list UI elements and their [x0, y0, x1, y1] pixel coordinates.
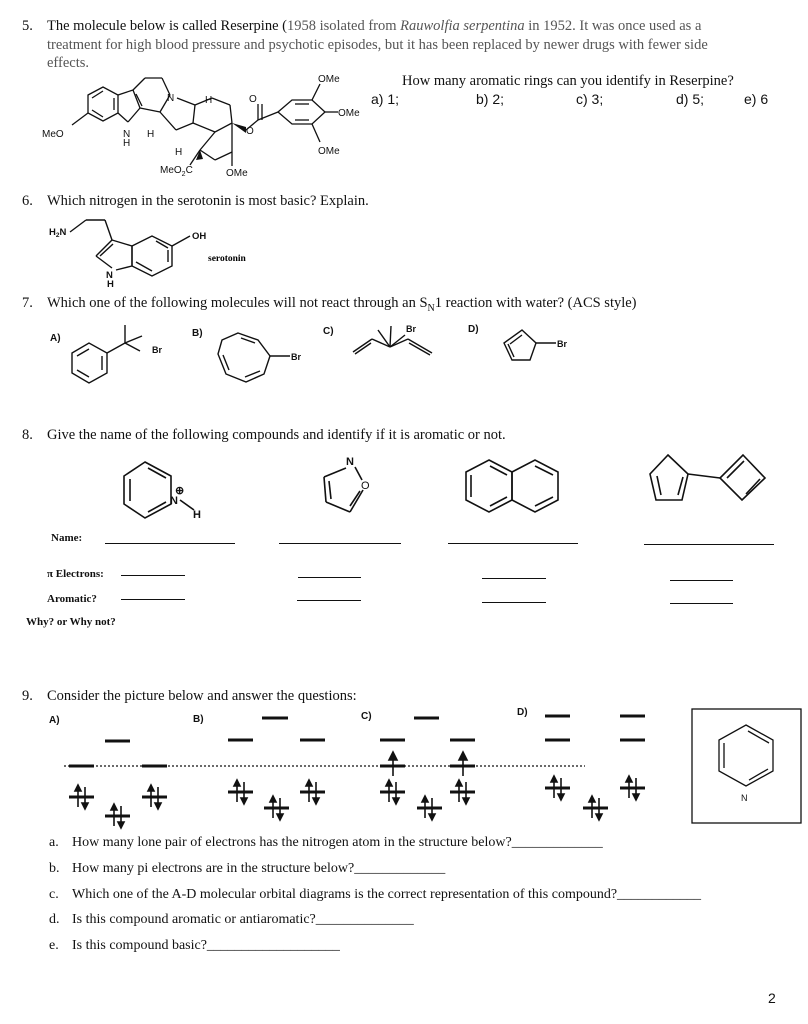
- methoxy-label: OMe: [226, 168, 248, 179]
- page-number: 2: [768, 990, 776, 1006]
- option-a[interactable]: a) 1;: [371, 91, 400, 107]
- subquestion-b-letter: b.: [49, 861, 60, 876]
- subquestion-c-letter: c.: [49, 887, 59, 902]
- choice-a-label[interactable]: A): [50, 333, 61, 344]
- ester-oxygen-label: O: [246, 126, 254, 137]
- stereo-h-label: H: [147, 129, 155, 140]
- pyridine-structure: [719, 725, 773, 786]
- name-row-label: Name:: [51, 532, 83, 544]
- methoxy-label: OMe: [318, 74, 340, 85]
- question-5-line-1: The molecule below is called Reserpine (1958 isolated from Rauwolfia serpentina in 1952. It was once used as a: [47, 18, 702, 34]
- diagram-d-label[interactable]: D): [517, 707, 528, 718]
- subquestion-b[interactable]: How many pi electrons are in the structure below?_____________: [72, 861, 446, 876]
- question-5-prompt: How many aromatic rings can you identify in Reserpine?: [402, 73, 734, 89]
- hydroxyl-label: OH: [192, 231, 207, 242]
- diagram-c-label[interactable]: C): [361, 711, 372, 722]
- bromine-label: Br: [406, 324, 417, 334]
- subquestion-d-letter: d.: [49, 912, 60, 927]
- diagram-a-label[interactable]: A): [49, 715, 60, 726]
- pi-electrons-row-label: π Electrons:: [47, 568, 104, 580]
- aromatic-row-label: Aromatic?: [47, 593, 97, 605]
- pyridine-box: [692, 709, 801, 823]
- indole-h-label: H: [123, 138, 131, 149]
- methoxy-label: MeO: [42, 129, 64, 140]
- diagram-c[interactable]: [380, 718, 475, 808]
- amine-label: $H_2N$: [49, 227, 67, 239]
- question-number: 9.: [22, 688, 33, 704]
- question-7-text: Which one of the following molecules will not react through an $S_N1$ reaction with water? (ACS style): [47, 295, 637, 314]
- option-d[interactable]: d) 5;: [676, 91, 705, 107]
- subquestion-d[interactable]: Is this compound aromatic or antiaromatic?______________: [72, 912, 414, 927]
- nitrogen-label: N: [167, 93, 175, 104]
- choice-b-label[interactable]: B): [192, 328, 203, 339]
- pyridinium-h-label: H: [193, 509, 201, 521]
- bromine-label: Br: [291, 352, 302, 362]
- why-row-label: Why? or Why not?: [26, 616, 116, 628]
- bromine-label: Br: [152, 345, 163, 355]
- question-number: 7.: [22, 295, 33, 311]
- choice-c-label[interactable]: C): [323, 326, 334, 337]
- question-8-text: Give the name of the following compounds and identify if it is aromatic or not.: [47, 427, 506, 443]
- isoxazole-oxygen-label: O: [361, 480, 370, 492]
- serotonin-label: serotonin: [208, 254, 246, 264]
- question-6-text: Which nitrogen in the serotonin is most basic? Explain.: [47, 193, 369, 209]
- carbonyl-oxygen-label: O: [249, 94, 257, 105]
- single-electron: [389, 752, 397, 776]
- isoxazole-nitrogen-label: N: [346, 456, 354, 468]
- question-number: 8.: [22, 427, 33, 443]
- indole-nitrogen-label: N: [106, 270, 113, 281]
- single-electron: [459, 752, 467, 776]
- pyridinium-nitrogen-label: N: [170, 495, 178, 507]
- subquestion-e-letter: e.: [49, 938, 59, 953]
- subquestion-c[interactable]: Which one of the A-D molecular orbital diagrams is the correct representation of this compound?____________: [72, 887, 702, 902]
- positive-charge: ⊕: [175, 485, 185, 497]
- question-number: 6.: [22, 193, 33, 209]
- methyl-ester-label: MeO$_2$C: [160, 165, 193, 178]
- methoxy-label: OMe: [338, 108, 360, 119]
- pyridine-nitrogen-label: N: [741, 793, 748, 803]
- option-e[interactable]: e) 6: [744, 91, 769, 107]
- option-b[interactable]: b) 2;: [476, 91, 505, 107]
- subquestion-a-letter: a.: [49, 835, 59, 850]
- bromine-label: Br: [557, 339, 568, 349]
- stereo-h-label: H: [175, 147, 183, 158]
- methoxy-label: OMe: [318, 146, 340, 157]
- question-9-text: Consider the picture below and answer the questions:: [47, 688, 357, 704]
- subquestion-e[interactable]: Is this compound basic?___________________: [72, 938, 340, 953]
- diagram-b-label[interactable]: B): [193, 714, 204, 725]
- option-c[interactable]: c) 3;: [576, 91, 604, 107]
- question-5-line-2: treatment for high blood pressure and psychotic episodes, but it has been replaced by newer drugs with fewer side: [47, 37, 708, 53]
- indole-nitrogen-label: N: [123, 129, 131, 140]
- question-5-line-3: effects.: [47, 55, 89, 71]
- diagram-b[interactable]: [228, 718, 325, 808]
- stereo-h-label: H: [205, 95, 213, 106]
- indole-h-label: H: [107, 279, 114, 290]
- subquestion-a[interactable]: How many lone pair of electrons has the nitrogen atom in the structure below?_____________: [72, 835, 603, 850]
- question-number: 5.: [22, 18, 33, 34]
- choice-d-label[interactable]: D): [468, 324, 479, 335]
